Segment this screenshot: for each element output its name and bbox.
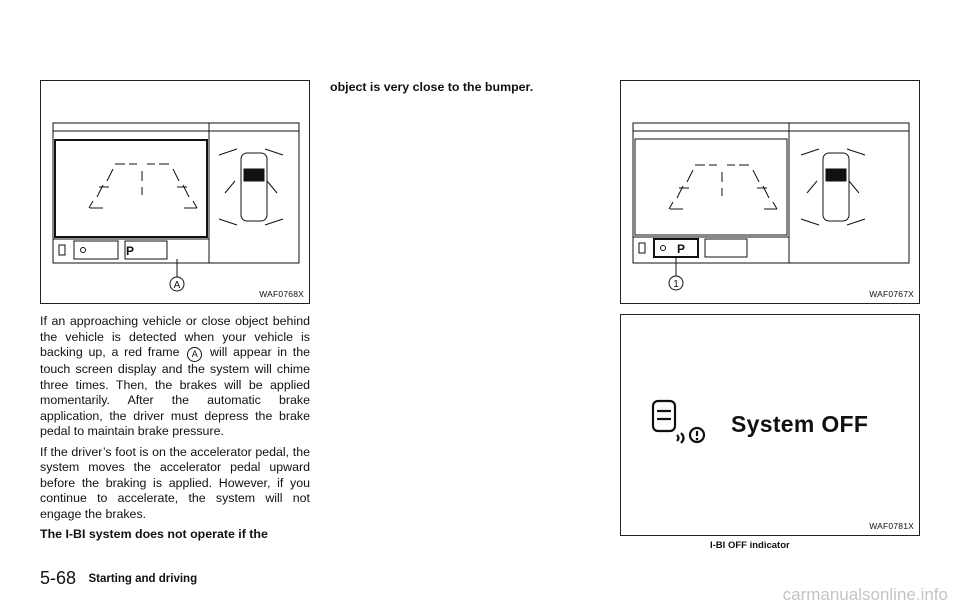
figure-ibi-off-indicator (620, 314, 920, 536)
paragraph-red-frame: If an approaching vehicle or close object behind the vehicle is detected when your vehicle is backing up, a red frame A will appear in the touch screen display and the system will chime three times. Then, the brakes will be applied momentarily. After the automatic brake application, the driver must depress the brake pedal to maintain brake pressure. (40, 314, 311, 438)
figure-rear-camera-indicator (620, 80, 920, 304)
figure-caption: I-BI OFF indicator (710, 540, 790, 551)
figure-code: WAF0781X (869, 521, 914, 531)
page-number: 5-68 (40, 568, 77, 588)
middle-text-column (330, 80, 590, 101)
svg-text:P: P (126, 244, 135, 258)
figure-code: WAF0767X (869, 289, 914, 299)
callout-label-a: A (173, 280, 181, 291)
figure-code: WAF0768X (259, 289, 304, 299)
ibi-system-icon (649, 399, 729, 459)
left-text-column (40, 314, 310, 548)
paragraph-warning-start: The I-BI system does not operate if the (40, 527, 268, 541)
display-illustration (41, 81, 311, 305)
display-illustration (621, 81, 921, 305)
system-off-text: System OFF (731, 411, 869, 437)
inline-marker-a: A (187, 347, 202, 362)
page-footer (40, 568, 197, 589)
figure-rear-camera-red-frame (40, 80, 310, 304)
section-title: Starting and driving (88, 572, 198, 585)
paragraph-accelerator: If the driver’s foot is on the accelerator pedal, the system moves the accelerator pedal upward before the braking is applied. However, if you continue to accelerate, the system will not engage the brakes. (40, 444, 310, 521)
watermark: carmanualsonline.info (782, 585, 948, 604)
callout-label-1: 1 (673, 279, 679, 290)
paragraph-warning-end: object is very close to the bumper. (330, 80, 534, 94)
svg-text:P: P (677, 242, 686, 256)
